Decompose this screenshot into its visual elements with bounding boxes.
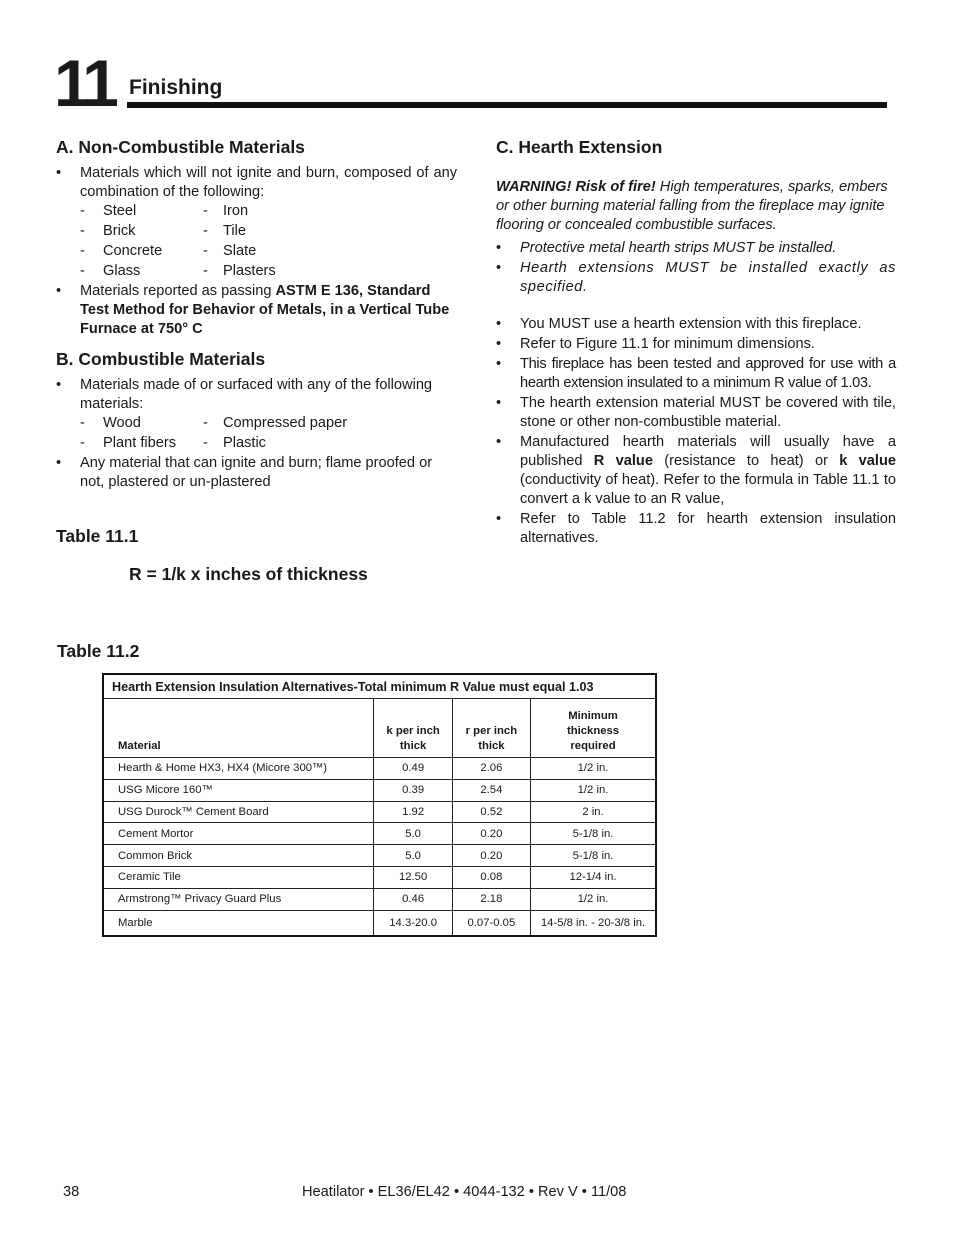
section-b-heading: B. Combustible Materials (56, 349, 266, 369)
table-11-1-label: Table 11.1 (56, 526, 139, 546)
table-cell: 5-1/8 in. (531, 845, 656, 867)
table-cell: 0.20 (452, 845, 530, 867)
column-header: Material (103, 699, 374, 758)
column-header: k per inch thick (374, 699, 452, 758)
table-cell: USG Durock™ Cement Board (103, 801, 374, 823)
table-cell: Armstrong™ Privacy Guard Plus (103, 888, 374, 910)
warning-bullet: • Hearth extensions MUST be installed exactly as specified. (496, 260, 896, 295)
insulation-table-wrap (102, 673, 657, 937)
section-a (56, 137, 457, 339)
material-item: Wood (103, 415, 141, 431)
table-cell: 1/2 in. (531, 888, 656, 910)
table-cell: 2.06 (452, 758, 530, 780)
page-number: 38 (63, 1184, 80, 1200)
table-cell: Cement Mortor (103, 823, 374, 845)
column-header: Minimum thickness required (531, 699, 656, 758)
section-b (56, 349, 457, 492)
section-a-bullet-1: • Materials which will not ignite and burn, composed of any combination of the following: (56, 165, 457, 200)
material-item: Steel (103, 203, 137, 219)
table-row (103, 758, 656, 780)
non-combustible-list: - Steel - Iron - Brick - Tile - Concrete - Slate - Glass - Plasters (80, 203, 276, 279)
table-cell: 0.08 (452, 866, 530, 888)
material-item: Tile (223, 223, 246, 239)
section-b-bullet-1: • Materials made of or surfaced with any of the following materials: (56, 377, 433, 412)
table-cell: 2 in. (531, 801, 656, 823)
table-row (103, 801, 656, 823)
section-a-bullet-2: • Materials reported as passing ASTM E 136, Standard Test Method for Behavior of Metals, in a Vertical Tube Furnace at 750° C (56, 283, 450, 337)
material-item: Concrete (103, 243, 163, 259)
hearth-bullet: • You MUST use a hearth extension with this fireplace. (496, 316, 862, 332)
table-cell: USG Micore 160™ (103, 779, 374, 801)
table-cell: 5.0 (374, 845, 452, 867)
document-info: Heatilator • EL36/EL42 • 4044-132 • Rev V • 11/08 (302, 1184, 627, 1200)
table-11-2-label: Table 11.2 (57, 641, 140, 661)
material-item: Glass (103, 263, 141, 279)
chapter-title: Finishing (129, 76, 223, 99)
insulation-table (102, 673, 657, 937)
combustible-list: - Wood - Compressed paper - Plant fibers - Plastic (80, 415, 348, 451)
material-item: Plant fibers (103, 435, 177, 451)
section-c (496, 137, 896, 548)
hearth-bullet: • The hearth extension material MUST be covered with tile, stone or other non-combustible material. (496, 395, 896, 430)
table-cell: 5-1/8 in. (531, 823, 656, 845)
header-rule (127, 102, 887, 108)
table-cell: 5.0 (374, 823, 452, 845)
warning-label: WARNING! Risk of fire! (496, 179, 656, 195)
material-item: Iron (223, 203, 249, 219)
table-row (103, 888, 656, 910)
table-cell: 1/2 in. (531, 758, 656, 780)
material-item: Plastic (223, 435, 266, 451)
section-c-heading: C. Hearth Extension (496, 137, 663, 157)
material-item: Slate (223, 243, 257, 259)
table-cell: 14-5/8 in. - 20-3/8 in. (531, 910, 656, 936)
hearth-bullet: • This fireplace has been tested and approved for use with a hearth extension insulated to a minimum R value of 1.03. (496, 356, 896, 391)
table-row (103, 823, 656, 845)
table-cell: 0.52 (452, 801, 530, 823)
hearth-bullet: • Manufactured hearth materials will usually have a published R value (resistance to heat) or k value (conductivity of heat). Refer to the formula in Table 11.1 to convert a k value to an R value, (496, 434, 896, 507)
material-item: Plasters (223, 263, 276, 279)
table-cell: 2.54 (452, 779, 530, 801)
table-cell: 14.3-20.0 (374, 910, 452, 936)
table-row (103, 866, 656, 888)
section-b-bullet-2: • Any material that can ignite and burn; flame proofed or not, plastered or un-plastered (56, 455, 433, 490)
table-cell: 1.92 (374, 801, 452, 823)
table-row (103, 910, 656, 936)
hearth-bullet: • Refer to Figure 11.1 for minimum dimensions. (496, 336, 815, 352)
table-cell: 0.20 (452, 823, 530, 845)
r-value-formula: R = 1/k x inches of thickness (129, 564, 368, 584)
table-title: Hearth Extension Insulation Alternatives-Total minimum R Value must equal 1.03 (103, 674, 656, 699)
chapter-number: 11 (54, 46, 114, 120)
fire-warning: WARNING! Risk of fire! High temperatures, sparks, embers or other burning material falling from the fireplace may ignite flooring or concealed combustible surfaces. (496, 179, 888, 233)
warning-bullet: • Protective metal hearth strips MUST be installed. (496, 240, 837, 256)
hearth-bullet: • Refer to Table 11.2 for hearth extension insulation alternatives. (496, 511, 896, 546)
material-item: Brick (103, 223, 136, 239)
table-cell: 1/2 in. (531, 779, 656, 801)
table-cell: 0.07-0.05 (452, 910, 530, 936)
table-cell: Common Brick (103, 845, 374, 867)
table-cell: Ceramic Tile (103, 866, 374, 888)
material-item: Compressed paper (223, 415, 348, 431)
table-cell: 2.18 (452, 888, 530, 910)
table-cell: 0.39 (374, 779, 452, 801)
table-header-row (103, 699, 656, 758)
table-cell: 0.46 (374, 888, 452, 910)
table-cell: Marble (103, 910, 374, 936)
column-header: r per inch thick (452, 699, 530, 758)
table-title-row (103, 674, 656, 699)
table-cell: 0.49 (374, 758, 452, 780)
table-row (103, 779, 656, 801)
section-a-heading: A. Non-Combustible Materials (56, 137, 305, 157)
table-cell: Hearth & Home HX3, HX4 (Micore 300™) (103, 758, 374, 780)
table-row (103, 845, 656, 867)
table-cell: 12.50 (374, 866, 452, 888)
table-cell: 12-1/4 in. (531, 866, 656, 888)
